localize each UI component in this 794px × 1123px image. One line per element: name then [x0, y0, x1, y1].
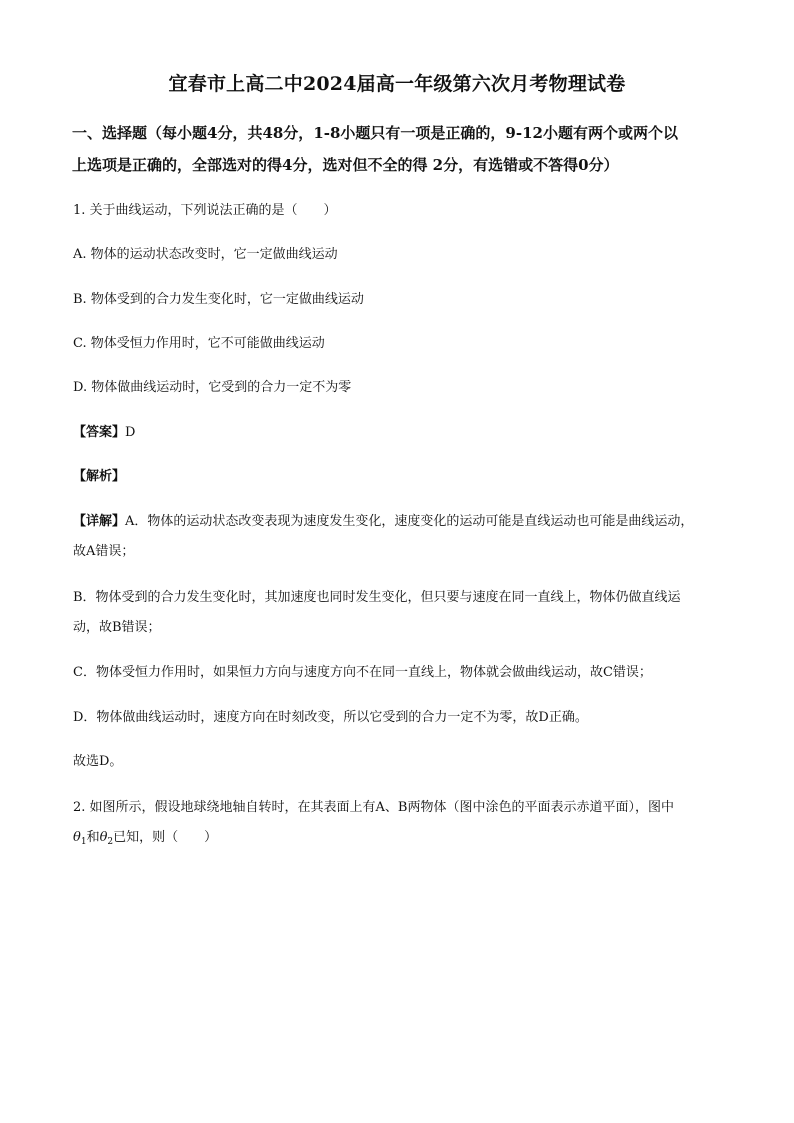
detail-b-line-1: B．物体受到的合力发生变化时，其加速度也同时发生变化，但只要与速度在同一直线上，物体仍做直线运	[73, 590, 681, 605]
detail-tag: 【详解】	[73, 514, 126, 529]
analysis-label: 【解析】	[73, 469, 126, 484]
detail-a-line-2: 故A错误；	[73, 544, 135, 559]
detail-b-line-2: 动，故B错误；	[73, 620, 161, 635]
question-1-option-b: B. 物体受到的合力发生变化时，它一定做曲线运动	[73, 292, 364, 307]
question-2-stem-tail: 已知，则（ ）	[113, 830, 218, 845]
question-1-option-a: A. 物体的运动状态改变时，它一定做曲线运动	[73, 247, 338, 262]
theta-2: θ	[99, 830, 108, 845]
conclusion: 故选D。	[73, 754, 123, 769]
question-1-option-d: D. 物体做曲线运动时，它受到的合力一定不为零	[73, 380, 352, 395]
question-1-option-c: C. 物体受恒力作用时，它不可能做曲线运动	[73, 336, 325, 351]
theta-1: θ	[73, 830, 81, 845]
detail-a-text: A．物体的运动状态改变表现为速度发生变化，速度变化的运动可能是直线运动也可能是曲线运动，	[125, 514, 694, 529]
section-heading-line-2: 上选项是正确的，全部选对的得4分，选对但不全的得 2分，有选错或不答得0分）	[72, 156, 619, 174]
analysis-tag	[73, 465, 728, 484]
question-2-stem-line-2	[73, 826, 728, 847]
detail-d: D．物体做曲线运动时，速度方向在时刻改变，所以它受到的合力一定不为零，故D正确。	[73, 710, 588, 725]
answer-tag: 【答案】	[73, 425, 126, 440]
theta-2-subscript: 2	[107, 837, 114, 847]
page-title: 宜春市上高二中2024届高一年级第六次月考物理试卷	[168, 73, 626, 95]
question-1-stem: 1. 关于曲线运动，下列说法正确的是（ ）	[73, 203, 337, 218]
answer-value: D	[125, 425, 136, 440]
answer-line	[73, 421, 728, 440]
question-2-stem-line-1: 2. 如图所示，假设地球绕地轴自转时，在其表面上有A、B两物体（图中涂色的平面表示赤道平面），图中	[73, 800, 674, 815]
theta-connector: 和	[86, 830, 100, 845]
theta-1-subscript: 1	[80, 837, 87, 847]
section-heading-line-1: 一、选择题（每小题4分，共48分，1-8小题只有一项是正确的，9-12小题有两个或两个以	[72, 124, 678, 142]
detail-a-line-1	[73, 510, 728, 529]
detail-c: C．物体受恒力作用时，如果恒力方向与速度方向不在同一直线上，物体就会做曲线运动，故C错误；	[73, 665, 652, 680]
